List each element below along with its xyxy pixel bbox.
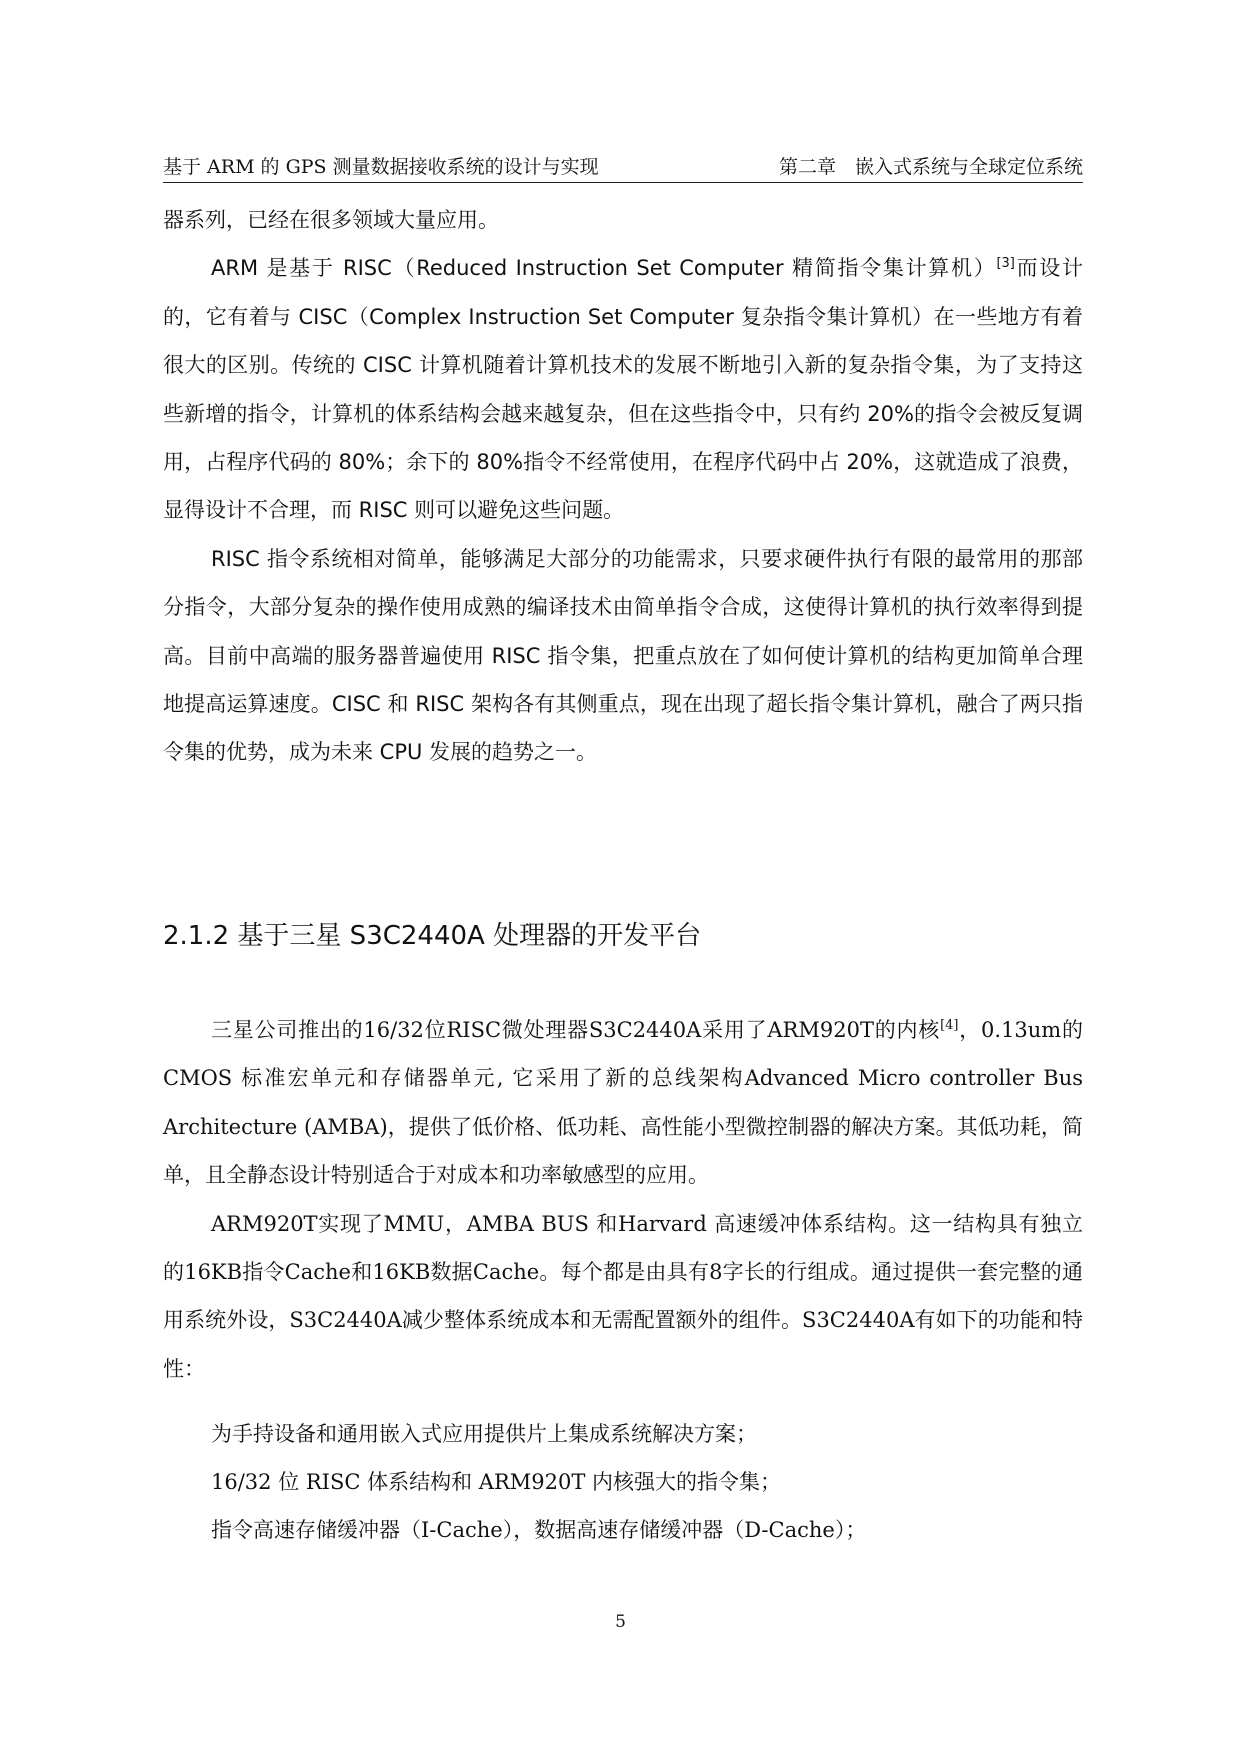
list-item: 指令高速存储缓冲器（I-Cache），数据高速存储缓冲器（D-Cache）；	[211, 1518, 867, 1542]
paragraph-s3c2440a-text-2: ，0.13um的CMOS 标准宏单元和存储器单元, 它采用了新的总线架构Advanced Micro controller Bus Architecture (AMBA)，提供了低价格、低功耗、高性能小型微控制器的解决方案。其低功耗，简单，且全静态设计特别适合于对成本和功率敏感型的应用。	[163, 1018, 1083, 1188]
paragraph-arm920t: ARM920T实现了MMU，AMBA BUS 和Harvard 高速缓冲体系结构。这一结构具有独立的16KB指令Cache和16KB数据Cache。每个都是由具有8字长的行组成。通过提供一套完整的通用系统外设，S3C2440A减少整体系统成本和无需配置额外的组件。S3C2440A有如下的功能和特性：	[163, 1211, 1083, 1381]
section-heading: 2.1.2 基于三星 S3C2440A 处理器的开发平台	[163, 921, 702, 951]
body-text-upper	[163, 196, 1083, 777]
paragraph-s3c2440a-intro	[163, 1006, 1083, 1200]
page-number: 5	[615, 1612, 626, 1632]
citation-ref-3: [3]	[996, 256, 1015, 272]
running-header	[163, 152, 1083, 183]
body-text-lower	[163, 1006, 1083, 1393]
paragraph-risc-cisc: RISC 指令系统相对简单，能够满足大部分的功能需求，只要求硬件执行有限的最常用的那部分指令，大部分复杂的操作使用成熟的编译技术由简单指令合成，这使得计算机的执行效率得到提高。目前中高端的服务器普遍使用 RISC 指令集，把重点放在了如何使计算机的结构更加简单合理地提高运算速度。CISC 和 RISC 架构各有其侧重点，现在出现了超长指令集计算机，融合了两只指令集的优势，成为未来 CPU 发展的趋势之一。	[163, 546, 1083, 765]
paragraph-s3c2440a-text-1: 三星公司推出的16/32位RISC微处理器S3C2440A采用了ARM920T的内核	[211, 1018, 941, 1042]
header-thesis-title: 基于 ARM 的 GPS 测量数据接收系统的设计与实现	[163, 156, 599, 178]
list-item: 16/32 位 RISC 体系结构和 ARM920T 内核强大的指令集；	[211, 1470, 782, 1494]
feature-list	[211, 1410, 1083, 1554]
paragraph-arm-risc	[163, 244, 1083, 534]
header-chapter-title: 第二章 嵌入式系统与全球定位系统	[778, 156, 1083, 178]
paragraph-continuation: 器系列，已经在很多领域大量应用。	[163, 208, 499, 232]
citation-ref-4: [4]	[940, 1018, 959, 1033]
paragraph-arm-risc-text-1: ARM 是基于 RISC（Reduced Instruction Set Computer 精简指令集计算机）	[211, 256, 997, 281]
list-item: 为手持设备和通用嵌入式应用提供片上集成系统解决方案；	[211, 1422, 757, 1446]
paragraph-arm-risc-text-2: 而设计的，它有着与 CISC（Complex Instruction Set Computer 复杂指令集计算机）在一些地方有着很大的区别。传统的 CISC 计算机随着计算机技术的发展不断地引入新的复杂指令集，为了支持这些新增的指令，计算机的体系结构会越来越复杂，但在这些指令中，只有约 20%的指令会被反复调用，占程序代码的 80%；余下的 80%指令不经常使用，在程序代码中占 20%，这就造成了浪费，显得设计不合理，而 RISC 则可以避免这些问题。	[163, 256, 1083, 523]
